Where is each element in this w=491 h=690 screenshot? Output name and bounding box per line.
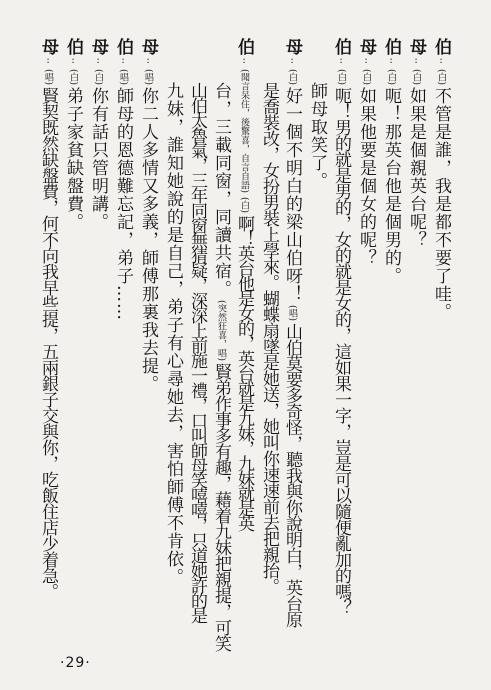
dialogue-text: 師母的恩德難忘記，弟子……: [113, 87, 133, 322]
line-7-continued-1: [210, 82, 232, 651]
dialogue-text: 山伯太魯氣，三年同窗無猜疑，深深上前施一禮，口叫師母笑嘻嘻，只道她許的是: [187, 82, 207, 622]
speaker-label: 母: [282, 38, 302, 55]
dialogue-text: 呃！那英台他是個男的。: [381, 87, 401, 286]
dialogue-text: 你有話只管明講。: [88, 87, 108, 232]
line-7-continued-3: [162, 82, 184, 586]
stage-tag: (唱): [118, 69, 128, 86]
stage-tag: (唱): [43, 69, 53, 86]
stage-tag: (白): [386, 69, 396, 86]
dialogue-text: 不管是誰，我是都不要了哇。: [431, 87, 451, 322]
separator: :: [439, 55, 443, 66]
stage-tag: (白): [411, 69, 421, 86]
speaker-label: 母: [356, 38, 376, 55]
speaker-label: 母: [88, 38, 108, 55]
separator: :: [146, 55, 150, 66]
dialogue-text: 啊！英台他是女的，英台就是九妹，九妹就是英: [234, 215, 254, 531]
stage-tag: (白): [361, 69, 371, 86]
stage-tag: (白): [336, 69, 346, 86]
separator: :: [46, 55, 50, 66]
dialogue-text: 山伯莫要多奇怪，聽我與你說明白，英台原: [282, 323, 302, 628]
stage-tag: (白): [287, 69, 297, 86]
speaker-label: 母: [138, 38, 158, 55]
speaker-label: 伯: [113, 38, 133, 55]
line-11: [62, 38, 84, 231]
line-7-continued-2: [186, 82, 208, 622]
line-9: [112, 38, 134, 321]
dialogue-text: 好一個不明白的梁山伯呀！: [282, 87, 302, 304]
dialogue-text: 如果是個親英台呢？: [406, 87, 426, 250]
dialogue-text: 是喬裝改，女扮男裝上學來。蝴蝶扇墜是她送，她叫你速速前去把親抬。: [259, 82, 279, 594]
speaker-label: 母: [38, 38, 58, 55]
line-2: [405, 38, 427, 249]
dialogue-text: 九妹，誰知她說的是自己，弟子有心尋她去，害怕師傅不肯依。: [163, 82, 183, 586]
speaker-label: 伯: [234, 38, 254, 55]
separator: :: [339, 55, 343, 66]
separator: :: [389, 55, 393, 66]
speaker-label: 伯: [431, 38, 451, 55]
separator: :: [71, 55, 75, 66]
separator: :: [290, 55, 294, 66]
speaker-label: 伯: [381, 38, 401, 55]
separator: :: [121, 55, 125, 66]
line-1: [430, 38, 452, 321]
stage-tag: (白): [239, 197, 249, 214]
dialogue-text: 賢契既然缺盤費，何不向我早些提，五兩銀子交與你，吃飯住店少着急。: [38, 87, 58, 600]
line-8: [137, 38, 159, 393]
speaker-label: 母: [406, 38, 426, 55]
stage-tag: (白): [93, 69, 103, 86]
separator: :: [242, 55, 246, 66]
line-12: [37, 38, 59, 599]
speaker-label: 伯: [63, 38, 83, 55]
line-6-continued: [258, 82, 280, 594]
page-number: ·29·: [60, 655, 91, 671]
dialogue-text: 如果他要是個女的呢？: [356, 87, 376, 268]
line-3: [380, 38, 402, 285]
stage-tag: (聞言呆住，後驚喜，自言自語): [239, 69, 249, 194]
stage-tag: (白): [436, 69, 446, 86]
separator: :: [364, 55, 368, 66]
separator: :: [96, 55, 100, 66]
stage-tag: (突然狂喜，唱): [216, 300, 226, 362]
dialogue-text: 台，三載同窗，同讀共宿。: [211, 82, 231, 298]
dialogue-text: 師母取笑了。: [307, 82, 327, 190]
line-7: [233, 38, 255, 530]
stage-tag: (唱): [143, 69, 153, 86]
separator: :: [414, 55, 418, 66]
line-6: [281, 38, 303, 627]
speaker-label: 伯: [331, 38, 351, 55]
line-5: [330, 38, 352, 615]
line-10: [87, 38, 109, 231]
dialogue-text: 你二人多情又多義，師傅那裏我去提。: [138, 87, 158, 394]
dialogue-text: 賢弟作事多有趣，藉着九妹把親提，可笑: [211, 363, 231, 652]
dialogue-text: 呃！男的就是男的，女的就是女的，這如果一字，豈是可以隨便亂加的嗎？: [331, 87, 351, 616]
stage-tag: (唱): [287, 305, 297, 322]
stage-tag: (白): [68, 69, 78, 86]
dialogue-text: 弟子家貧缺盤費。: [63, 87, 83, 232]
line-4: [355, 38, 377, 267]
line-5-continued: [306, 82, 328, 190]
